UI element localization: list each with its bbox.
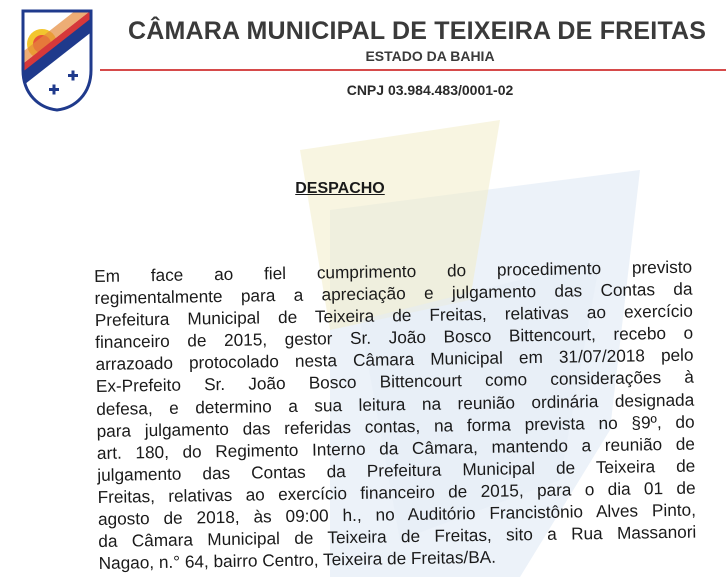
organization-name: CÂMARA MUNICIPAL DE TEIXEIRA DE FREITAS [128, 17, 707, 45]
cnpj-number: CNPJ 03.984.483/0001-02 [346, 82, 514, 98]
state-name: ESTADO DA BAHIA [365, 48, 495, 64]
body-line: defesa, e determino a sua leitura na reunião ordinária designada [96, 389, 695, 419]
document-title: DESPACHO [295, 180, 385, 197]
header-divider [100, 69, 726, 71]
body-line: Em face ao fiel cumprimento do procedimento previsto [94, 256, 693, 286]
body-line: Prefeitura Municipal de Teixeira de Freitas, relativas ao exercício [94, 300, 693, 331]
body-line: julgamento das Contas da Prefeitura Municipal de Teixeira de [97, 455, 696, 485]
body-line: arrazoado protocolado nesta Câmara Municipal em 31/07/2018 pelo [95, 344, 694, 375]
body-line: art. 180, do Regimento Interno da Câmara, mantendo a reunião de [96, 433, 696, 463]
body-line: Freitas, relativas ao exercício financeiro de 2015, para o dia 01 de [97, 477, 696, 507]
municipal-coat-of-arms-icon [20, 8, 94, 112]
body-line: para julgamento das referidas contas, na forma prevista no §9º, do [96, 411, 695, 441]
body-line: financeiro de 2015, gestor Sr. João Bosco Bittencourt, recebo o [95, 322, 694, 353]
dispatch-body [94, 256, 697, 575]
body-line: Nagao, n.° 64, bairro Centro, Teixeira de Freitas/BA. [98, 546, 497, 574]
body-line: da Câmara Municipal de Teixeira de Freitas, sito a Rua Massanori [98, 521, 697, 552]
body-line: regimentalmente para a apreciação e julgamento das Contas da [94, 278, 693, 309]
body-line: Ex-Prefeito Sr. João Bosco Bittencourt como considerações à [95, 367, 694, 397]
body-line: agosto de 2018, às 09:00 h., no Auditório Francistônio Alves Pinto, [97, 499, 697, 529]
